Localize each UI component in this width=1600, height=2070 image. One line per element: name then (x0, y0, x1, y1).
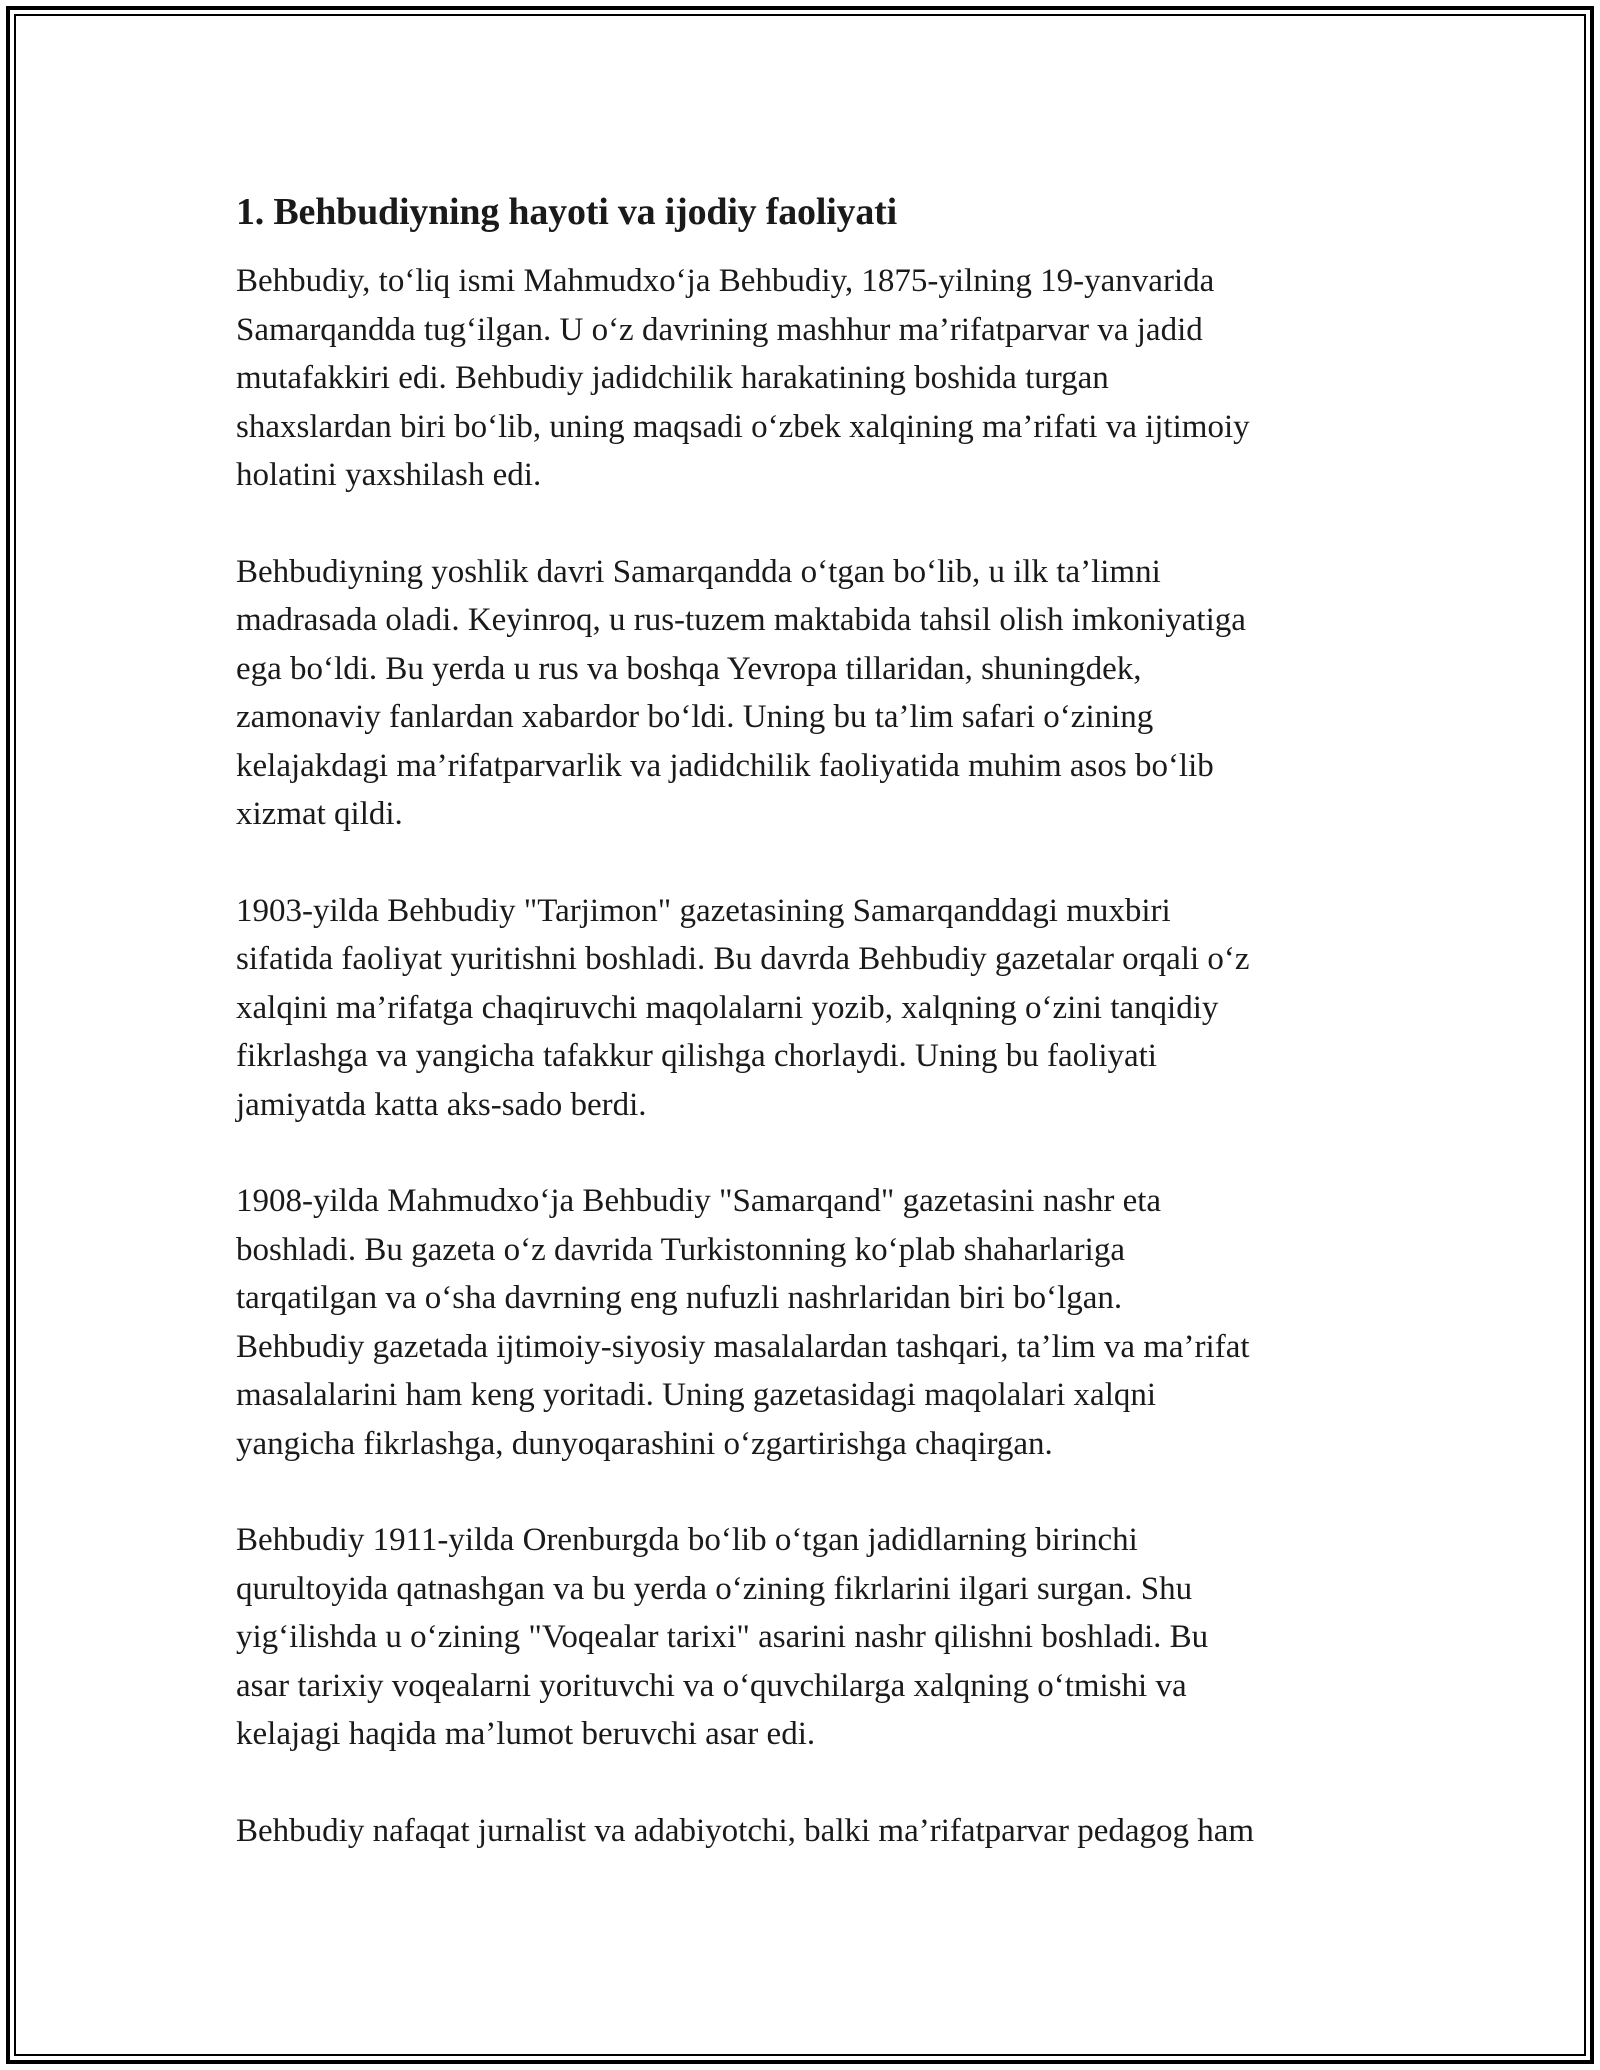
paragraph-3: 1903-yilda Behbudiy "Tarjimon" gazetasining Samarqanddagi muxbiri sifatida faoliyat yuritishni boshladi. Bu davrda Behbudiy gazetalar orqali o‘z xalqini ma’rifatga chaqiruvchi maqolalarni yozib, xalqning o‘zini tanqidiy fikrlashga va yangicha tafakkur qilishga chorlaydi. Uning bu faoliyati jamiyatda katta aks-sado berdi. (236, 892, 1250, 1123)
paragraph-2: Behbudiyning yoshlik davri Samarqandda o‘tgan bo‘lib, u ilk ta’limni madrasada oladi. Keyinroq, u rus-tuzem maktabida tahsil olish imkoniyatiga ega bo‘ldi. Bu yerda u rus va boshqa Yevropa tillaridan, shuningdek, zamonaviy fanlardan xabardor bo‘ldi. Uning bu ta’lim safari o‘zining kelajakdagi ma’rifatparvarlik va jadidchilik faoliyatida muhim asos bo‘lib xizmat qildi. (236, 553, 1246, 832)
paragraph-5: Behbudiy 1911-yilda Orenburgda bo‘lib o‘tgan jadidlarning birinchi qurultoyida qatnashgan va bu yerda o‘zining fikrlarini ilgari surgan. Shu yig‘ilishda u o‘zining "Voqealar tarixi" asarini nashr qilishni boshladi. Bu asar tarixiy voqealarni yorituvchi va o‘quvchilarga xalqning o‘tmishi va kelajagi haqida ma’lumot beruvchi asar edi. (236, 1522, 1209, 1752)
paragraph-1: Behbudiy, to‘liq ismi Mahmudxo‘ja Behbudiy, 1875-yilning 19-yanvarida Samarqandda tug‘ilgan. U o‘z davrining mashhur ma’rifatparvar va jadid mutafakkiri edi. Behbudiy jadidchilik harakatining boshida turgan shaxslardan biri bo‘lib, uning maqsadi o‘zbek xalqining ma’rifati va ijtimoiy holatini yaxshilash edi. (236, 263, 1250, 493)
paragraph-6: Behbudiy nafaqat jurnalist va adabiyotchi, balki ma’rifatparvar pedagog ham (236, 1812, 1255, 1849)
section-heading: 1. Behbudiyning hayoti va ijodiy faoliyati (236, 191, 897, 233)
paragraph-4: 1908-yilda Mahmudxo‘ja Behbudiy "Samarqand" gazetasini nashr eta boshladi. Bu gazeta o‘z davrida Turkistonning ko‘plab shaharlariga tarqatilgan va o‘sha davrning eng nufuzli nashrlaridan biri bo‘lgan. Behbudiy gazetada ijtimoiy-siyosiy masalalardan tashqari, ta’lim va ma’rifat masalalarini ham keng yoritadi. Uning gazetasidagi maqolalari xalqni yangicha fikrlashga, dunyoqarashini o‘zgartirishga chaqirgan. (236, 1183, 1250, 1462)
document-body (236, 188, 1386, 1855)
